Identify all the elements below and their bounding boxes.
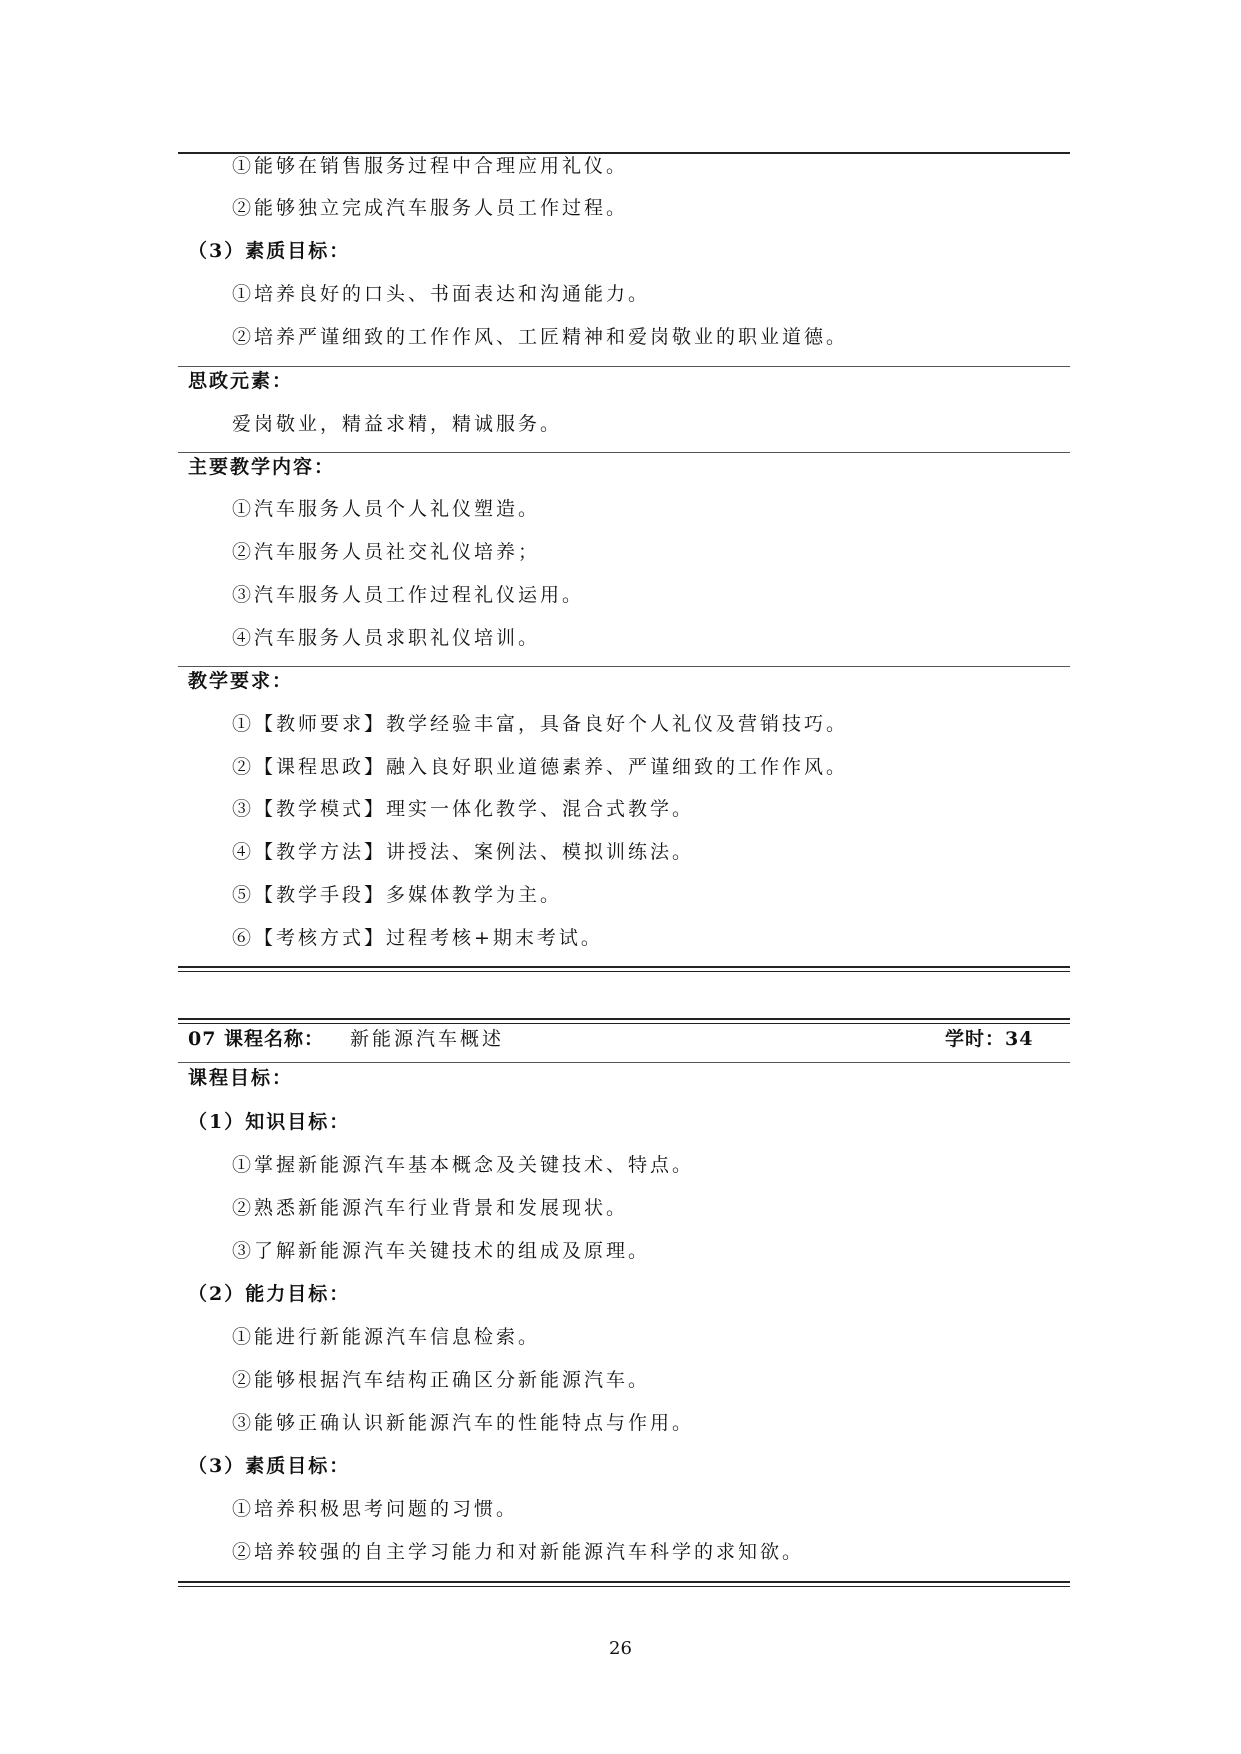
content-item: ①汽车服务人员个人礼仪塑造。 xyxy=(232,498,541,520)
ability-item: ③能够正确认识新能源汽车的性能特点与作用。 xyxy=(232,1412,695,1434)
table-bottom-rule xyxy=(178,1581,1070,1587)
ability-heading: （2）能力目标： xyxy=(188,1283,351,1305)
course-number-label: 07 课程名称： xyxy=(188,1028,325,1050)
list-item xyxy=(0,837,1241,867)
ideology-heading: 思政元素： xyxy=(188,370,294,392)
ideology-heading-row xyxy=(0,366,1241,396)
content-heading-row xyxy=(0,452,1241,482)
knowledge-item: ①掌握新能源汽车基本概念及关键技术、特点。 xyxy=(232,1154,695,1176)
course-header-row xyxy=(0,1024,1241,1054)
list-item xyxy=(0,151,1241,181)
list-item xyxy=(0,580,1241,610)
list-item xyxy=(0,1408,1241,1438)
ability-item: ①能够在销售服务过程中合理应用礼仪。 xyxy=(232,155,629,177)
quality-heading: （3）素质目标： xyxy=(188,1455,351,1477)
quality-item: ①培养良好的口头、书面表达和沟通能力。 xyxy=(232,283,651,305)
course-hours: 学时：34 xyxy=(945,1028,1034,1050)
list-item xyxy=(0,923,1241,953)
requirement-item: ②【课程思政】融入良好职业道德素养、严谨细致的工作作风。 xyxy=(232,756,849,778)
list-item xyxy=(0,279,1241,309)
list-item xyxy=(0,1150,1241,1180)
list-item xyxy=(0,1193,1241,1223)
requirement-item: ⑥【考核方式】过程考核+期末考试。 xyxy=(232,927,603,949)
requirement-item: ④【教学方法】讲授法、案例法、模拟训练法。 xyxy=(232,841,695,863)
list-item xyxy=(0,880,1241,910)
list-item xyxy=(0,752,1241,782)
list-item xyxy=(0,322,1241,352)
list-item xyxy=(0,1322,1241,1352)
objectives-heading-row xyxy=(0,1063,1241,1093)
list-item xyxy=(0,1494,1241,1524)
quality-heading: （3）素质目标： xyxy=(188,240,351,262)
content-item: ④汽车服务人员求职礼仪培训。 xyxy=(232,627,541,649)
objectives-heading: 课程目标： xyxy=(188,1067,294,1089)
quality-item: ②培养较强的自主学习能力和对新能源汽车科学的求知欲。 xyxy=(232,1541,805,1563)
quality-item: ①培养积极思考问题的习惯。 xyxy=(232,1498,519,1520)
list-item xyxy=(0,537,1241,567)
ability-item: ①能进行新能源汽车信息检索。 xyxy=(232,1326,541,1348)
list-item xyxy=(0,709,1241,739)
list-item xyxy=(0,193,1241,223)
ability-item: ②能够根据汽车结构正确区分新能源汽车。 xyxy=(232,1369,651,1391)
ability-heading-row xyxy=(0,1279,1241,1309)
knowledge-heading-row xyxy=(0,1107,1241,1137)
content-item: ②汽车服务人员社交礼仪培养； xyxy=(232,541,541,563)
content-heading: 主要教学内容： xyxy=(188,456,336,478)
ideology-text: 爱岗敬业，精益求精，精诚服务。 xyxy=(232,413,563,435)
quality-heading-row xyxy=(0,1451,1241,1481)
requirements-heading-row xyxy=(0,666,1241,696)
requirement-item: ⑤【教学手段】多媒体教学为主。 xyxy=(232,884,563,906)
list-item xyxy=(0,494,1241,524)
list-item xyxy=(0,1236,1241,1266)
list-item xyxy=(0,794,1241,824)
content-item: ③汽车服务人员工作过程礼仪运用。 xyxy=(232,584,585,606)
requirement-item: ③【教学模式】理实一体化教学、混合式教学。 xyxy=(232,798,695,820)
requirements-heading: 教学要求： xyxy=(188,670,294,692)
list-item xyxy=(0,1365,1241,1395)
quality-heading-row xyxy=(0,236,1241,266)
ability-item: ②能够独立完成汽车服务人员工作过程。 xyxy=(232,197,629,219)
knowledge-item: ③了解新能源汽车关键技术的组成及原理。 xyxy=(232,1240,651,1262)
table-bottom-rule xyxy=(178,966,1070,972)
quality-item: ②培养严谨细致的工作作风、工匠精神和爱岗敬业的职业道德。 xyxy=(232,326,849,348)
page-number: 26 xyxy=(609,1638,632,1659)
list-item xyxy=(0,409,1241,439)
knowledge-heading: （1）知识目标： xyxy=(188,1111,351,1133)
course-name: 新能源汽车概述 xyxy=(350,1028,505,1050)
list-item xyxy=(0,623,1241,653)
list-item xyxy=(0,1537,1241,1567)
requirement-item: ①【教师要求】教学经验丰富，具备良好个人礼仪及营销技巧。 xyxy=(232,713,849,735)
knowledge-item: ②熟悉新能源汽车行业背景和发展现状。 xyxy=(232,1197,629,1219)
